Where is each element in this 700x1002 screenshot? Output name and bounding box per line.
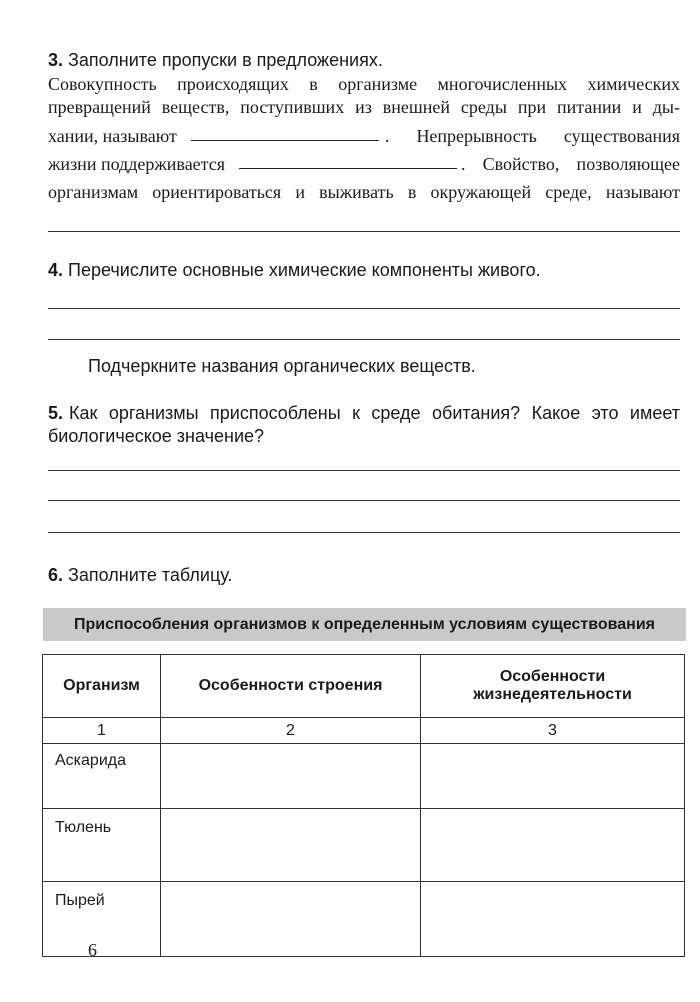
question-4-underline-prompt: Подчеркните названия органических веществ. [88, 356, 476, 376]
question-4-number: 4. [48, 260, 64, 280]
question-3-line-3-end: . Непрерывность существования [384, 126, 680, 146]
question-3-line-3-start: хании, называют [48, 126, 177, 146]
answer-line-3[interactable] [48, 231, 680, 232]
question-4-text: Перечислите основные химические компоненты живого. [68, 260, 541, 280]
table-row [43, 809, 685, 882]
answer-line-4-2[interactable] [48, 339, 680, 340]
question-3-text: Заполните пропуски в предложениях. [68, 50, 383, 70]
question-3-line-3 [48, 126, 680, 147]
question-3-title [48, 50, 383, 71]
answer-line-4-1[interactable] [48, 308, 680, 309]
question-3-line-2: превращений веществ, поступивших из внешней среды при питании и ды- [48, 97, 680, 117]
structure-cell-3[interactable] [161, 882, 421, 957]
organism-seal: Тюлень [43, 809, 161, 882]
question-3-line-4-end: . Свойство, позволяющее [461, 154, 680, 174]
question-5-line-1 [48, 403, 680, 424]
answer-line-5-3[interactable] [48, 532, 680, 533]
activity-cell-1[interactable] [421, 744, 685, 809]
adaptations-table [42, 654, 685, 957]
structure-cell-2[interactable] [161, 809, 421, 882]
blank-field-1[interactable] [191, 126, 379, 141]
table-row [43, 744, 685, 809]
question-5-number: 5. [48, 403, 64, 423]
header-structure: Особенности строения [161, 655, 421, 718]
answer-line-5-1[interactable] [48, 470, 680, 471]
question-6-title [48, 565, 232, 586]
column-number-3: 3 [421, 718, 685, 744]
header-organism: Организм [43, 655, 161, 718]
question-3-number: 3. [48, 50, 64, 70]
column-number-row [43, 718, 685, 744]
structure-cell-1[interactable] [161, 744, 421, 809]
question-3-line-1: Совокупность происходящих в организме многочисленных химических [48, 74, 680, 94]
header-vital-activity: Особенности жизнедеятельности [421, 655, 685, 718]
activity-cell-3[interactable] [421, 882, 685, 957]
table-header-row [43, 655, 685, 718]
question-6-number: 6. [48, 565, 64, 585]
question-5-line-2: биологическое значение? [48, 426, 265, 446]
organism-couch-grass: Пырей [43, 882, 161, 957]
question-3-line-5: организмам ориентироваться и выживать в окружающей среде, называют [48, 182, 680, 202]
question-6-text: Заполните таблицу. [68, 565, 233, 585]
organism-ascarid: Аскарида [43, 744, 161, 809]
answer-line-5-2[interactable] [48, 500, 680, 501]
question-3-line-4 [48, 154, 680, 175]
blank-field-2[interactable] [239, 154, 457, 169]
question-4-title [48, 260, 541, 281]
column-number-1: 1 [43, 718, 161, 744]
column-number-2: 2 [161, 718, 421, 744]
table-row [43, 882, 685, 957]
activity-cell-2[interactable] [421, 809, 685, 882]
table-caption: Приспособления организмов к определенным условиям существования [43, 608, 686, 641]
question-3-line-4-start: жизни поддерживается [48, 154, 226, 174]
question-5-text-1: Как организмы приспособлены к среде обитания? Какое это имеет [69, 403, 680, 423]
page-number: 6 [88, 940, 97, 960]
